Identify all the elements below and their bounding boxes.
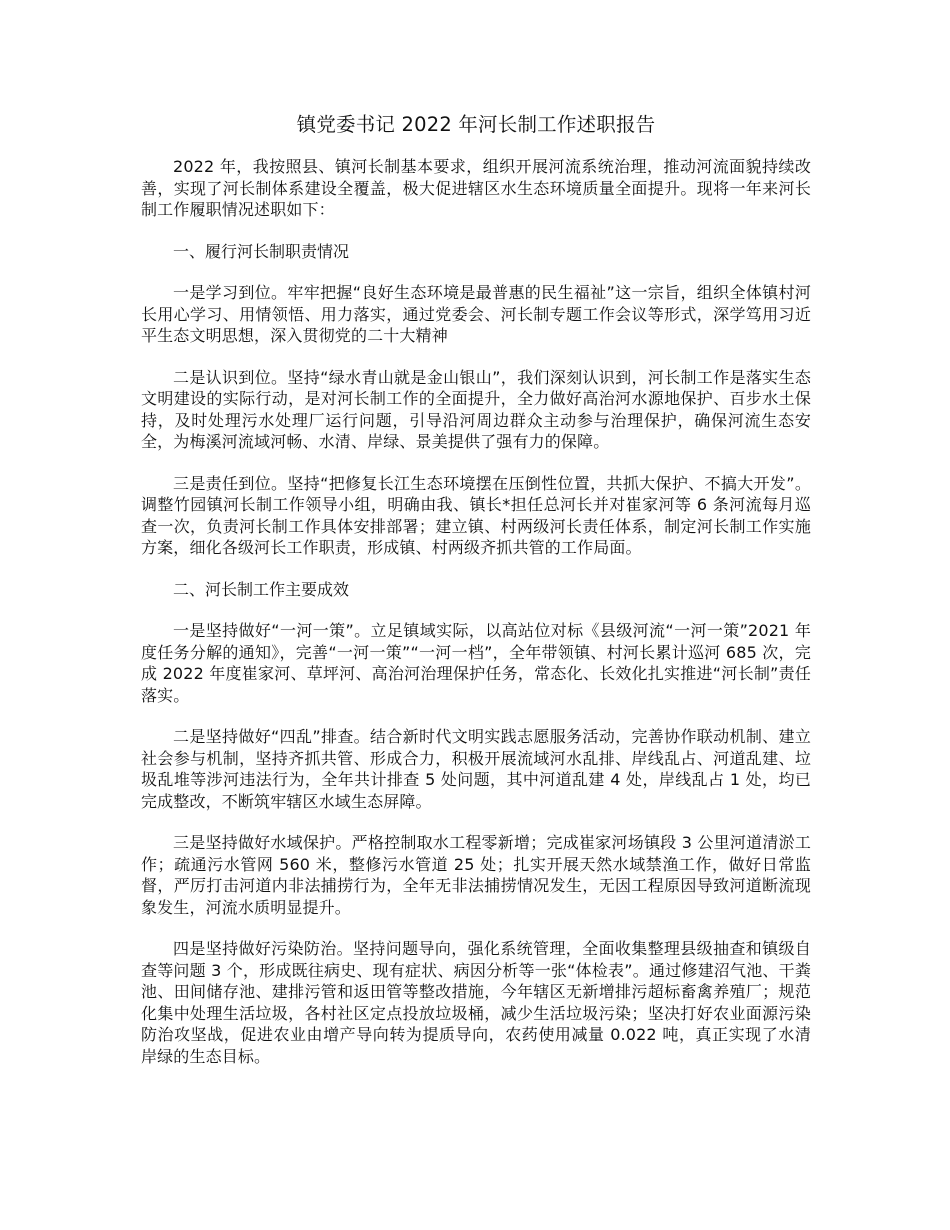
intro-paragraph: 2022 年，我按照县、镇河长制基本要求，组织开展河流系统治理，推动河流面貌持续改善，实现了河长制体系建设全覆盖，极大促进辖区水生态环境质量全面提升。现将一年来河长制工作履职情况述职如下： [141,157,811,219]
result-item-pollution-control [141,938,811,1067]
result-item-four-disorders [141,726,811,812]
duty-item-responsibility [141,473,811,559]
document-page [141,110,811,1087]
duty-item-study [141,282,811,347]
item-text: 坚持问题导向，强化系统管理，全面收集整理县级抽查和镇级自查等问题 3 个，形成既往病史、现有症状、病因分析等一张“体检表”。通过修建沼气池、干粪池、田间储存池、建排污管和返田管等整改措施，今年辖区无新增排污超标畜禽养殖厂；规范化集中处理生活垃圾，各村社区定点投放垃圾桶，减少生活垃圾污染；坚决打好农业面源污染防治攻坚战，促进农业由增产导向转为提质导向，农药使用减量 0.022 吨，真正实现了水清岸绿的生态目标。 [141,939,812,1066]
result-item-one-river-one-policy [141,620,811,706]
item-text: 坚持“把修复长江生态环境摆在压倒性位置，共抓大保护、不搞大开发”。调整竹园镇河长制工作领导小组，明确由我、镇长*担任总河长并对崔家河等 6 条河流每月巡查一次，负责河长制工作具体安排部署；建立镇、村两级河长责任体系，制定河长制工作实施方案，细化各级河长工作职责，形成镇、村两级齐抓共管的工作局面。 [141,473,811,557]
item-text: 立足镇域实际，以高站位对标《县级河流“一河一策”2021 年度任务分解的通知》，完善“一河一策”“一河一档”，全年带领镇、村河长累计巡河 685 次，完成 2022 年度崔家河、草坪河、高治河治理保护任务，常态化、长效化扎实推进“河长制”责任落实。 [141,621,811,705]
item-lead: 一是学习到位。 [173,283,288,302]
section-heading-duties: 一、履行河长制职责情况 [173,241,350,261]
item-text: 严格控制取水工程零新增；完成崔家河场镇段 3 公里河道清淤工作；疏通污水管网 560 米，整修污水管道 25 处；扎实开展天然水域禁渔工作，做好日常监督，严厉打击河道内非法捕捞行为，全年无非法捕捞情况发生，无因工程原因导致河道断流现象发生，河流水质明显提升。 [141,833,811,917]
section-heading-results: 二、河长制工作主要成效 [173,579,350,599]
item-lead: 一是坚持做好“一河一策”。 [173,621,371,640]
item-lead: 三是坚持做好水域保护。 [173,833,352,852]
duty-item-awareness [141,367,811,453]
item-text: 坚持“绿水青山就是金山银山”，我们深刻认识到，河长制工作是落实生态文明建设的实际行动，是对河长制工作的全面提升，全力做好高治河水源地保护、百步水土保持，及时处理污水处理厂运行问题，引导沿河周边群众主动参与治理保护，确保河流生态安全，为梅溪河流域河畅、水清、岸绿、景美提供了强有力的保障。 [141,367,811,451]
item-lead: 二是认识到位。 [173,367,288,387]
result-item-water-protection [141,832,811,918]
item-lead: 三是责任到位。 [173,473,288,493]
document-title: 镇党委书记 2022 年河长制工作述职报告 [296,113,656,136]
item-lead: 四是坚持做好污染防治。 [173,939,354,958]
item-text: 牢牢把握“良好生态环境是最普惠的民生福祉”这一宗旨，组织全体镇村河长用心学习、用情领悟、用力落实，通过党委会、河长制专题工作会议等形式，深学笃用习近平生态文明思想，深入贯彻党的二十大精神 [141,283,811,345]
item-text: 结合新时代文明实践志愿服务活动，完善协作联动机制、建立社会参与机制，坚持齐抓共管、形成合力，积极开展流域河水乱排、岸线乱占、河道乱建、垃圾乱堆等涉河违法行为，全年共计排查 5 处问题，其中河道乱建 4 处，岸线乱占 1 处，均已完成整改，不断筑牢辖区水域生态屏障。 [141,727,811,811]
item-lead: 二是坚持做好“四乱”排查。 [173,727,370,746]
